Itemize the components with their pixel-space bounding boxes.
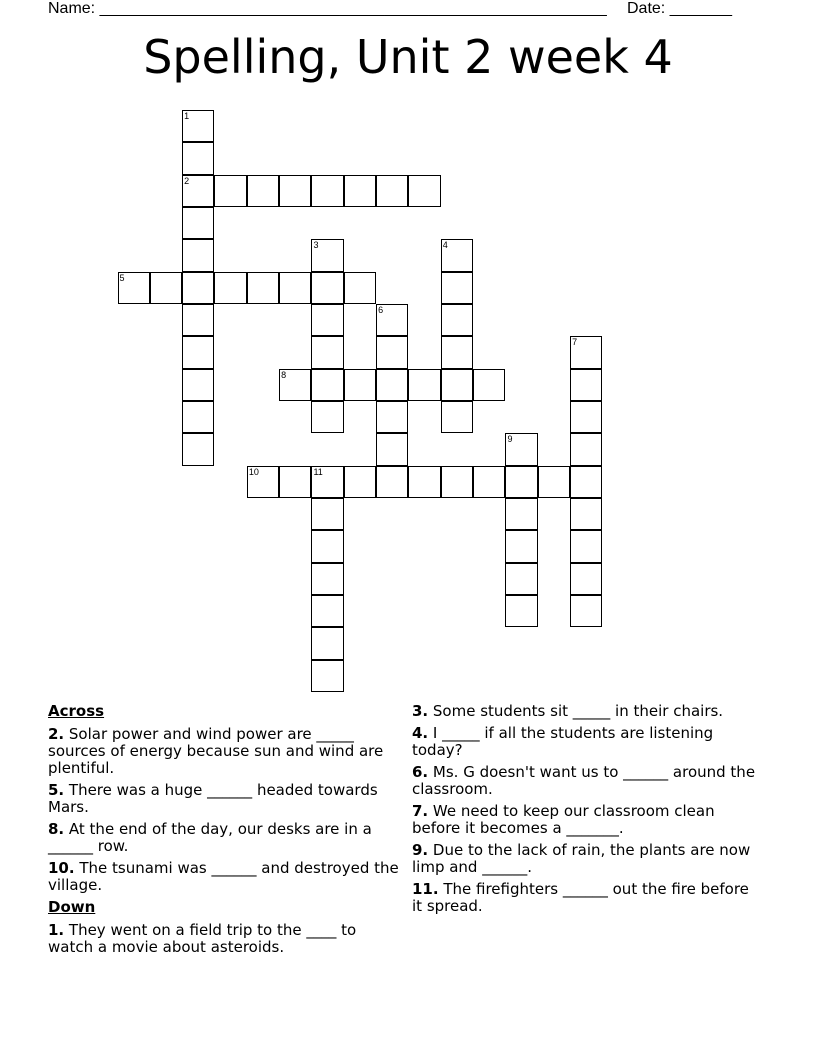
crossword-cell[interactable] [311,336,343,368]
clue-number-label: 9 [507,434,513,445]
across-heading: Across [48,702,105,720]
crossword-cell[interactable] [408,175,440,207]
crossword-cell[interactable] [182,433,214,465]
crossword-cell[interactable] [441,272,473,304]
clue-text: They went on a field trip to the ____ to watch a movie about asteroids. [48,921,357,956]
crossword-cell[interactable] [182,142,214,174]
clue-number: 9. [412,841,429,859]
clues-right-column [412,703,762,920]
across-clue-list [48,726,403,894]
crossword-cell[interactable] [408,369,440,401]
crossword-cell[interactable] [311,563,343,595]
crossword-cell[interactable] [182,369,214,401]
clue-number: 1. [48,921,65,939]
crossword-cell[interactable] [441,336,473,368]
clue-text: Solar power and wind power are _____ sources of energy because sun and wind are plentiful. [48,725,384,777]
crossword-cell[interactable] [344,175,376,207]
page-title: Spelling, Unit 2 week 4 [143,30,673,84]
crossword-cell[interactable] [182,336,214,368]
clue-text: There was a huge ______ headed towards Mars. [48,781,378,816]
clue-number-label: 2 [184,175,190,186]
crossword-cell[interactable] [214,272,246,304]
crossword-cell[interactable] [505,595,537,627]
clue-number-label: 10 [248,466,259,477]
crossword-cell[interactable] [441,369,473,401]
crossword-cell[interactable] [473,369,505,401]
crossword-cell[interactable] [441,304,473,336]
crossword-cell[interactable] [570,498,602,530]
crossword-cell[interactable] [376,336,408,368]
clue-item [48,782,403,816]
crossword-cell[interactable] [505,498,537,530]
clue-number-label: 4 [442,240,448,251]
clue-item [412,842,762,876]
clue-number: 3. [412,702,429,720]
crossword-cell[interactable] [408,466,440,498]
crossword-cell[interactable] [570,530,602,562]
crossword-cell[interactable] [376,175,408,207]
date-field-label: Date: _______ [627,0,732,17]
crossword-cell[interactable] [182,239,214,271]
clue-number: 10. [48,859,75,877]
crossword-cell[interactable] [376,401,408,433]
clue-item [48,922,403,956]
clue-item [412,764,762,798]
crossword-cell[interactable] [182,272,214,304]
clue-number: 8. [48,820,65,838]
crossword-cell[interactable] [570,595,602,627]
clue-text: Ms. G doesn't want us to ______ around the classroom. [412,763,756,798]
crossword-cell[interactable] [505,530,537,562]
clue-number: 11. [412,880,439,898]
crossword-cell[interactable] [311,530,343,562]
crossword-cell[interactable] [311,498,343,530]
crossword-cell[interactable] [570,563,602,595]
clue-text: The firefighters ______ out the fire before it spread. [412,880,749,915]
clue-item [48,860,403,894]
crossword-cell[interactable] [311,627,343,659]
crossword-cell[interactable] [311,369,343,401]
crossword-cell[interactable] [311,595,343,627]
clue-number-label: 3 [313,240,319,251]
down-heading: Down [48,898,96,916]
crossword-cell[interactable] [376,433,408,465]
down-clue-list-continued [412,703,762,915]
clue-item [412,803,762,837]
crossword-cell[interactable] [311,660,343,692]
crossword-cell[interactable] [247,272,279,304]
clue-item [48,821,403,855]
crossword-cell[interactable] [376,369,408,401]
clue-item [412,881,762,915]
crossword-cell[interactable] [538,466,570,498]
clue-number-label: 11 [313,466,323,477]
name-field-label: Name: _________________________________________________________ [48,0,607,17]
clue-text: We need to keep our classroom clean before it becomes a _______. [412,802,715,837]
clue-text: At the end of the day, our desks are in a ______ row. [48,820,372,855]
clue-number-label: 5 [119,272,125,283]
clue-text: Due to the lack of rain, the plants are now limp and ______. [412,841,751,876]
crossword-cell[interactable] [182,401,214,433]
crossword-cell[interactable] [505,563,537,595]
crossword-cell[interactable] [570,401,602,433]
crossword-cell[interactable] [505,466,537,498]
crossword-cell[interactable] [344,466,376,498]
crossword-cell[interactable] [344,272,376,304]
clue-text: I _____ if all the students are listening today? [412,724,714,759]
clue-item [412,703,762,720]
crossword-cell[interactable] [311,272,343,304]
crossword-cell[interactable] [279,272,311,304]
clues-left-column [48,703,403,961]
clue-number: 7. [412,802,429,820]
crossword-cell[interactable] [441,401,473,433]
clue-item [412,725,762,759]
crossword-cell[interactable] [247,175,279,207]
crossword-cell[interactable] [311,304,343,336]
crossword-cell[interactable] [182,304,214,336]
clue-number: 6. [412,763,429,781]
clue-number-label: 6 [378,304,384,315]
crossword-cell[interactable] [311,401,343,433]
crossword-cell[interactable] [311,175,343,207]
crossword-cell[interactable] [570,433,602,465]
clue-text: The tsunami was ______ and destroyed the village. [48,859,399,894]
crossword-cell[interactable] [570,466,602,498]
crossword-cell[interactable] [376,466,408,498]
down-clue-list [48,922,403,956]
clue-number-label: 8 [281,369,287,380]
clue-text: Some students sit _____ in their chairs. [428,702,724,720]
crossword-cell[interactable] [279,466,311,498]
clue-number: 2. [48,725,65,743]
clue-number-label: 1 [184,111,190,121]
crossword-cell[interactable] [441,466,473,498]
crossword-cell[interactable] [473,466,505,498]
crossword-cell[interactable] [214,175,246,207]
clue-number: 5. [48,781,65,799]
crossword-cell[interactable] [344,369,376,401]
crossword-cell[interactable] [570,369,602,401]
crossword-cell[interactable] [279,175,311,207]
clue-number: 4. [412,724,429,742]
clue-item [48,726,403,777]
crossword-cell[interactable] [182,207,214,239]
crossword-cell[interactable] [150,272,182,304]
clue-number-label: 7 [572,337,578,348]
